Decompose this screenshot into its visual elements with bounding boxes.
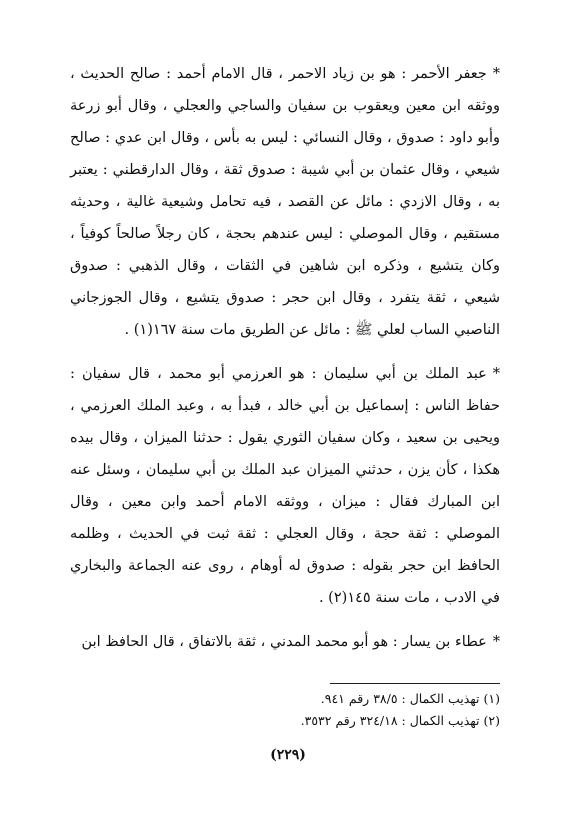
paragraph-abd-al-malik <box>70 358 500 614</box>
paragraph-jafar-al-ahmar <box>70 58 500 346</box>
footnote-1: (١) تهذيب الكمال : ٣٨/٥ رقم ٩٤١. <box>320 691 500 706</box>
footnotes-section <box>70 683 500 732</box>
paragraph-ata-bin-yasar <box>70 626 500 658</box>
paragraph-text: جعفر الأحمر : هو بن زياد الاحمر ، قال الامام أحمد : صالح الحديث ، ووثقه ابن معين ويعقوب بن سفيان والساجي والعجلي ، وقال أبو زرعة وأبو داود : صدوق ، وقال النسائي : ليس به بأس ، وقال ابن عدي : صالح شيعي ، وقال عثمان بن أبي شيبة : صدوق ثقة ، وقال الدارقطني : يعتبر به ، وقال الازدي : مائل عن القصد ، فيه تحامل وشيعية غالية ، وحديثه مستقيم ، وقال الموصلي : ليس عندهم بحجة ، كان رجلاً صالحاً كوفياً ، وكان يتشيع ، وذكره ابن شاهين في الثقات ، وقال الذهبي : صدوق شيعي ، ثقة يتفرد ، وقال ابن حجر : صدوق يتشيع ، وقال الجوزجاني الناصبي الساب لعلي ﷺ : مائل عن الطريق مات سنة ١٦٧(١) . <box>70 66 500 338</box>
footnote-2: (٢) تهذيب الكمال : ٣٢٤/١٨ رقم ٣٥٣٢. <box>300 713 500 728</box>
asterisk-marker: * <box>492 66 500 82</box>
paragraph-text: عبد الملك بن أبي سليمان : هو العرزمي أبو محمد ، قال سفيان : حفاظ الناس : إسماعيل بن أبي خالد ، فبدأ به ، وعبد الملك العرزمي ، ويحيى بن سعيد ، وكان سفيان الثوري يقول : حدثنا الميزان ، وقال بيده هكذا ، كأن يزن ، حدثني الميزان عبد الملك بن أبي سليمان ، وسئل عنه ابن المبارك فقال : ميزان ، ووثقه الامام أحمد وابن معين ، وقال الموصلي : ثقة حجة ، وقال العجلي : ثقة ثبت في الحديث ، وظلمه الحافظ ابن حجر بقوله : صدوق له أوهام ، روى عنه الجماعة والبخاري في الادب ، مات سنة ١٤٥(٢) . <box>70 366 500 606</box>
asterisk-marker: * <box>492 366 500 382</box>
asterisk-marker: * <box>492 634 500 650</box>
paragraph-text: عطاء بن يسار : هو أبو محمد المدني ، ثقة بالاتفاق ، قال الحافظ ابن <box>81 634 487 650</box>
page-number: (٢٢٩) <box>270 747 306 763</box>
footnote-separator <box>330 683 500 684</box>
